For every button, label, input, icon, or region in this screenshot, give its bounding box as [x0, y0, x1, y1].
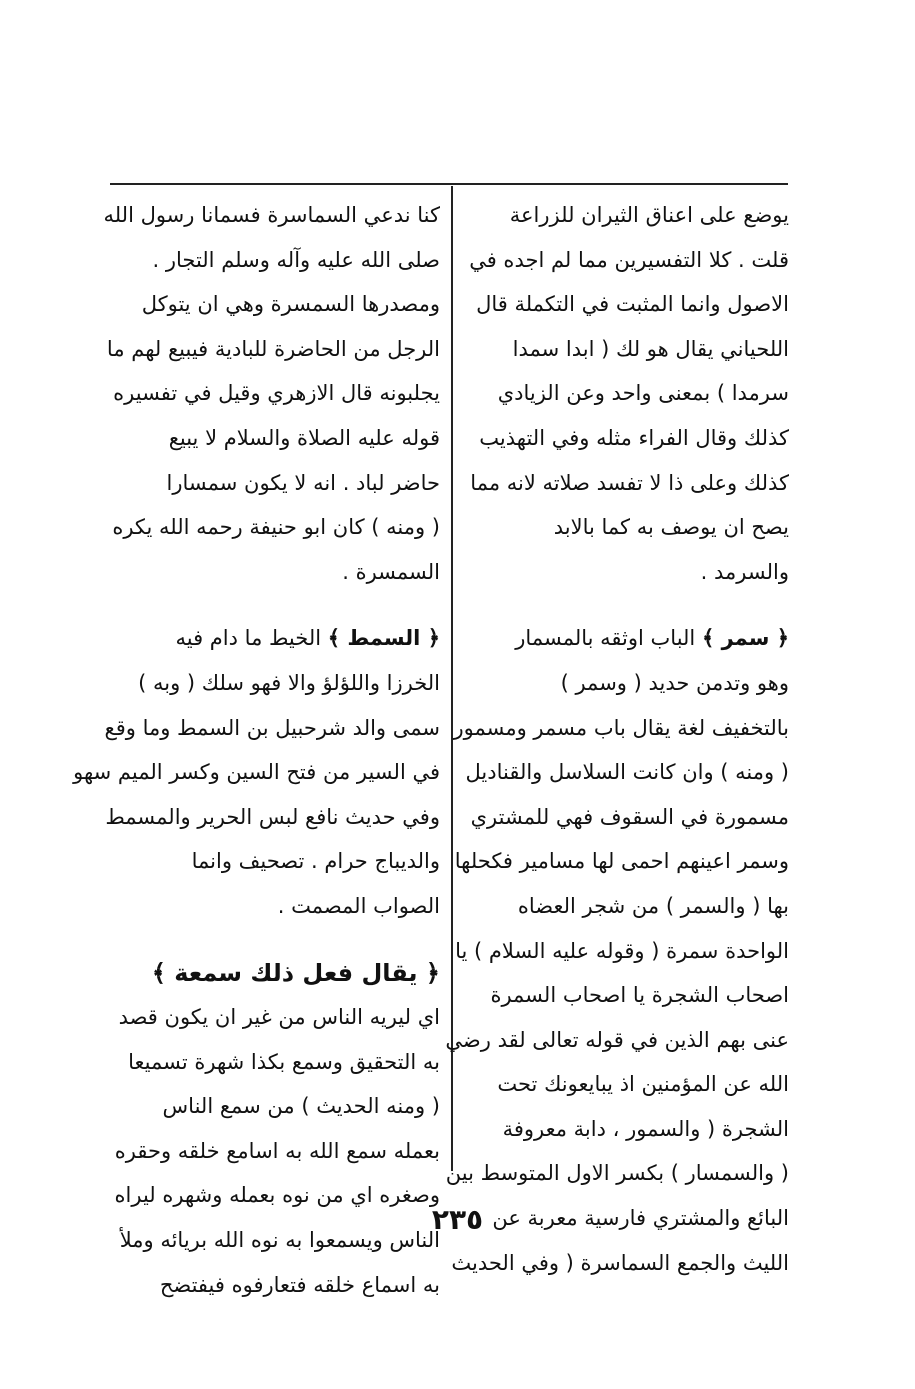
text-line: قوله عليه الصلاة والسلام لا يبيع: [168, 425, 440, 450]
text-line: السمسرة .: [342, 559, 440, 584]
text-line: اصحاب الشجرة يا اصحاب السمرة: [490, 983, 789, 1008]
text-line: وفي حديث نافع لبس الحرير والمسمط: [105, 804, 440, 829]
entry-text: الخيط ما دام فيه: [175, 626, 322, 651]
text-line: ( ومنه ) وان كانت السلاسل والقناديل: [465, 760, 789, 785]
text-line: الرجل من الحاضرة للبادية فيبيع لهم ما: [106, 336, 440, 361]
text-line: وهو وتدمن حديد ( وسمر ): [560, 670, 789, 695]
text-line: البائع والمشتري فارسية معربة عن: [492, 1206, 789, 1231]
text-line: كذلك وعلى ذا لا تفسد صلاته لانه مما: [470, 470, 789, 495]
text-line: والديباج حرام . تصحيف وانما: [191, 849, 440, 874]
text-line: بها ( والسمر ) من شجر العضاه: [517, 893, 789, 918]
text-line: مسمورة في السقوف فهي للمشتري: [470, 804, 789, 829]
text-line: اللحياني يقال هو لك ( ابدا سمدا: [512, 336, 789, 361]
text-line: الليث والجمع السماسرة ( وفي الحديث: [451, 1250, 789, 1275]
text-line: به التحقيق وسمع بكذا شهرة تسميعا: [128, 1049, 440, 1074]
text-line: الاصول وانما المثبت في التكملة قال: [476, 292, 789, 317]
text-line: به اسماع خلقه فتعارفوه فيفتضح: [159, 1272, 440, 1297]
text-line: وصغره اي من نوه بعمله وشهره ليراه: [114, 1183, 440, 1208]
text-line: الشجرة ( والسمور ، دابة معروفة: [502, 1116, 789, 1141]
entry-first-line: [461, 616, 789, 661]
text-line: يجلبونه قال الازهري وقيل في تفسيره: [113, 381, 440, 406]
text-line: عنى بهم الذين في قوله تعالى لقد رضي: [445, 1027, 789, 1052]
text-line: في السير من فتح السين وكسر الميم سهو: [73, 760, 440, 785]
text-line: الناس ويسمعوا به نوه الله بريائه وملأ: [119, 1228, 440, 1253]
text-line: وسمر اعينهم احمى لها مسامير فكحلها: [454, 849, 789, 874]
text-line: ( ومنه الحديث ) من سمع الناس: [162, 1094, 440, 1119]
entry-heading-sumah: ﴿ يقال فعل ذلك سمعة ﴾: [151, 958, 440, 987]
text-line: صلى الله عليه وآله وسلم التجار .: [152, 247, 440, 272]
text-line: ( ومنه ) كان ابو حنيفة رحمه الله يكره: [112, 515, 440, 540]
text-line: ومصدرها السمسرة وهي ان يتوكل: [141, 292, 440, 317]
text-line: الواحدة سمرة ( وقوله عليه السلام ) يا: [455, 938, 789, 963]
text-line: الله عن المؤمنين اذ يبايعونك تحت: [497, 1072, 789, 1097]
entry-first-line: [112, 616, 440, 661]
page-number: ٢٣٥: [431, 1203, 484, 1236]
text-line: بعمله سمع الله به اسامع خلقه وحقره: [114, 1138, 440, 1163]
text-line: كنا ندعي السماسرة فسمانا رسول الله: [103, 203, 440, 227]
entry-headword-samar: ﴿ سمر ﴾: [701, 626, 789, 651]
text-line: حاضر لباد . انه لا يكون سمسارا: [166, 470, 440, 495]
text-line: يصح ان يوصف به كما بالابد: [553, 515, 789, 540]
text-line: يوضع على اعناق الثيران للزراعة: [509, 203, 789, 227]
text-line: اي ليريه الناس من غير ان يكون قصد: [118, 1005, 440, 1030]
text-line: الصواب المصمت .: [277, 893, 440, 918]
text-line: سرمدا ) بمعنى واحد وعن الزيادي: [497, 381, 789, 406]
text-line: سمى والد شرحبيل بن السمط وما وقع: [104, 715, 440, 740]
entry-text: الباب اوثقه بالمسمار: [515, 626, 696, 651]
text-line: بالتخفيف لغة يقال باب مسمر ومسمور: [453, 715, 789, 740]
text-line: ( والسمسار ) بكسر الاول المتوسط بين: [445, 1161, 789, 1186]
text-line: كذلك وقال الفراء مثله وفي التهذيب: [479, 425, 789, 450]
text-line: الخرزا واللؤلؤ والا فهو سلك ( وبه ): [138, 670, 440, 695]
text-line: قلت . كلا التفسيرين مما لم اجده في: [469, 247, 789, 272]
left-column: [73, 193, 440, 1307]
entry-headword-samt: ﴿ السمط ﴾: [327, 626, 440, 651]
top-rule: [110, 183, 788, 185]
text-line: والسرمد .: [700, 559, 789, 584]
